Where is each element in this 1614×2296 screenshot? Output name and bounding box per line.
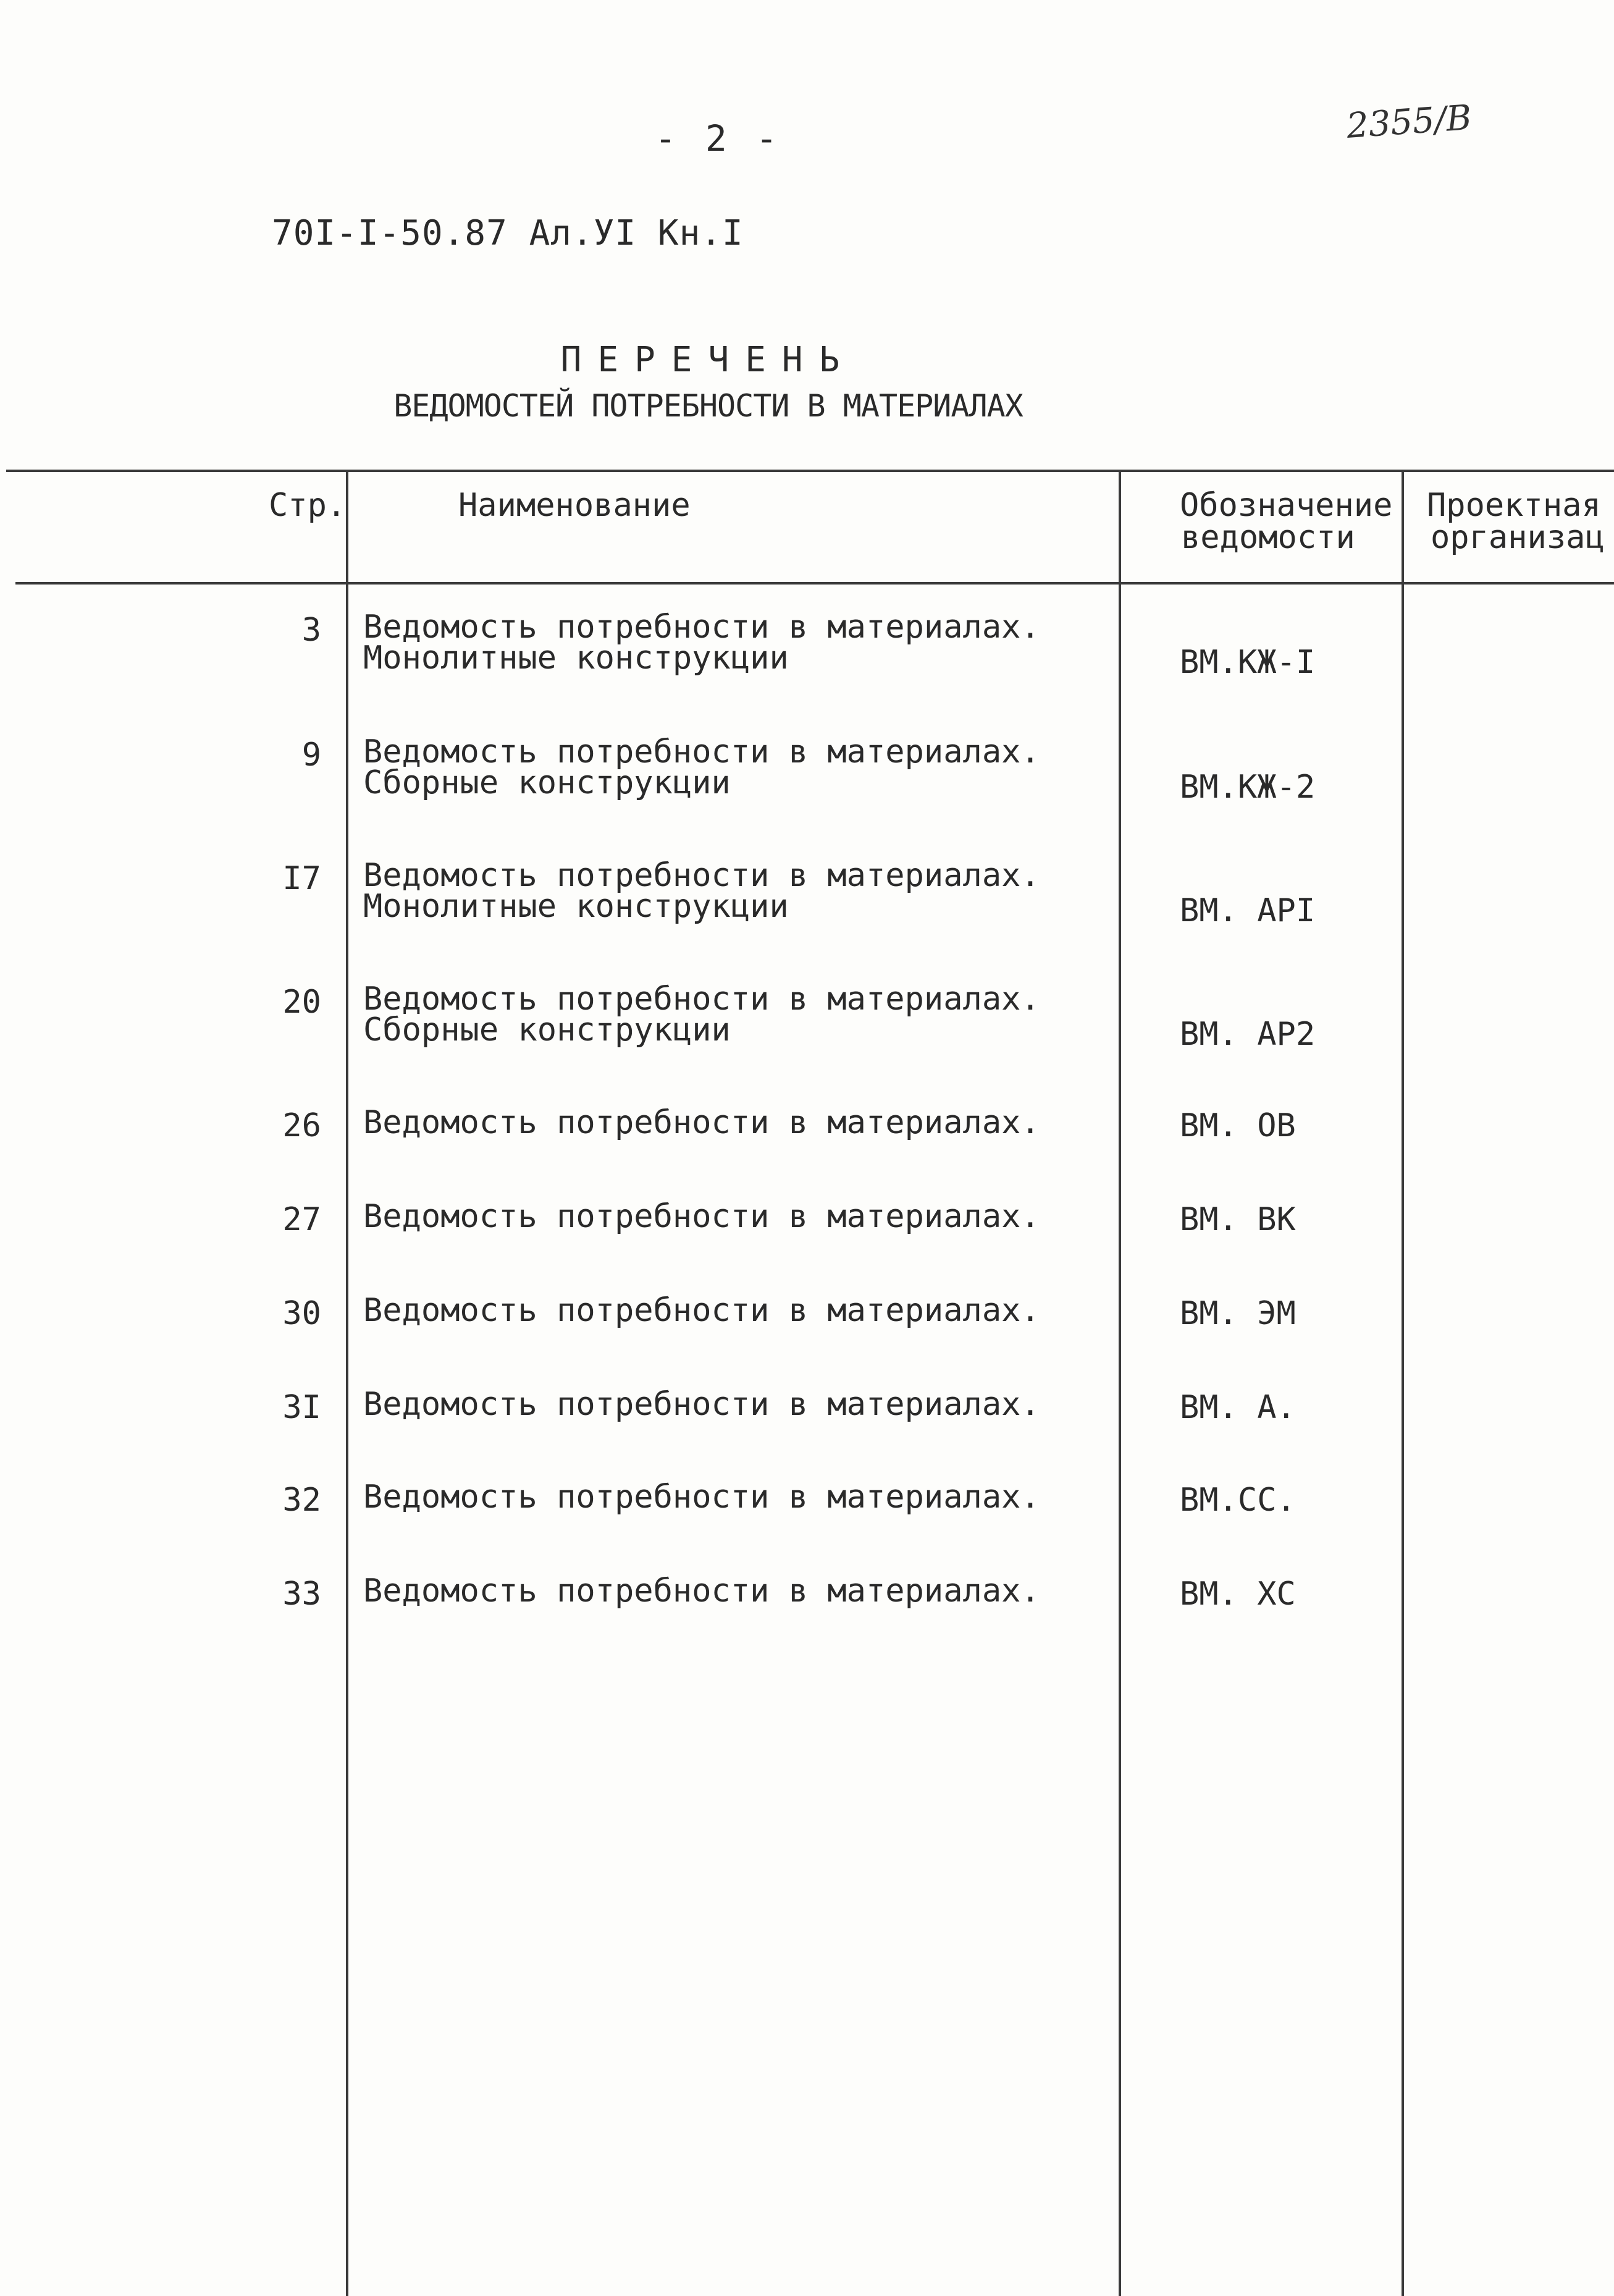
header-name: Наименование	[458, 487, 691, 524]
row-code: ВМ. ОВ	[1180, 1107, 1296, 1144]
header-org-line1: Проектная	[1427, 487, 1601, 524]
row-name-line1: Ведомость потребности в материалах.	[363, 981, 1040, 1018]
column-divider-page	[346, 471, 348, 2296]
row-name-line1: Ведомость потребности в материалах.	[363, 1572, 1040, 1610]
row-name-line1: Ведомость потребности в материалах.	[363, 733, 1040, 770]
header-code-line2: ведомости	[1181, 519, 1355, 556]
document-code: 70I-I-50.87 Ал.УI Кн.I	[272, 213, 744, 253]
row-page-number: 20	[282, 984, 321, 1021]
row-name-line2: Монолитные конструкции	[363, 888, 789, 925]
row-code: ВМ. ЭМ	[1180, 1295, 1296, 1332]
row-page-number: 9	[301, 736, 321, 774]
row-page-number: 33	[282, 1576, 321, 1613]
row-name-line1: Ведомость потребности в материалах.	[363, 1292, 1040, 1329]
row-code: ВМ. АР2	[1180, 1016, 1316, 1053]
row-code: ВМ.КЖ-2	[1180, 769, 1316, 806]
row-page-number: 30	[282, 1295, 321, 1332]
table-header-rule	[15, 582, 1614, 585]
column-divider-name	[1119, 471, 1121, 2296]
row-name-line1: Ведомость потребности в материалах.	[363, 857, 1040, 894]
row-code: ВМ. А.	[1180, 1389, 1296, 1426]
page-number: - 2 -	[655, 117, 781, 159]
row-name-line1: Ведомость потребности в материалах.	[363, 1479, 1040, 1516]
row-page-number: 3I	[282, 1389, 321, 1426]
row-code: ВМ. АРI	[1180, 892, 1316, 929]
row-code: ВМ. ХС	[1180, 1576, 1296, 1613]
header-code-line1: Обозначение	[1180, 487, 1393, 524]
row-page-number: 32	[282, 1482, 321, 1519]
row-name-line1: Ведомость потребности в материалах.	[363, 1104, 1040, 1141]
row-name-line1: Ведомость потребности в материалах.	[363, 1386, 1040, 1423]
row-name-line2: Сборные конструкции	[363, 1011, 731, 1049]
row-code: ВМ.КЖ-I	[1180, 644, 1316, 681]
header-page: Стр.	[269, 487, 347, 524]
row-name-line1: Ведомость потребности в материалах.	[363, 609, 1040, 646]
table-top-rule	[6, 470, 1614, 472]
document-subtitle: ВЕДОМОСТЕЙ ПОТРЕБНОСТИ В МАТЕРИАЛАХ	[393, 388, 1023, 424]
row-name-line1: Ведомость потребности в материалах.	[363, 1198, 1040, 1235]
row-page-number: 27	[282, 1201, 321, 1238]
row-code: ВМ. ВК	[1180, 1201, 1296, 1238]
row-code: ВМ.СС.	[1180, 1482, 1296, 1519]
document-title: ПЕРЕЧЕНЬ	[560, 340, 856, 380]
row-page-number: I7	[282, 860, 321, 897]
row-name-line2: Монолитные конструкции	[363, 639, 789, 677]
header-org-line2: организац	[1431, 519, 1605, 556]
row-page-number: 3	[301, 612, 321, 649]
handwritten-note: 2355/В	[1345, 98, 1473, 146]
row-page-number: 26	[282, 1107, 321, 1144]
column-divider-code	[1402, 471, 1404, 2296]
row-name-line2: Сборные конструкции	[363, 764, 731, 801]
